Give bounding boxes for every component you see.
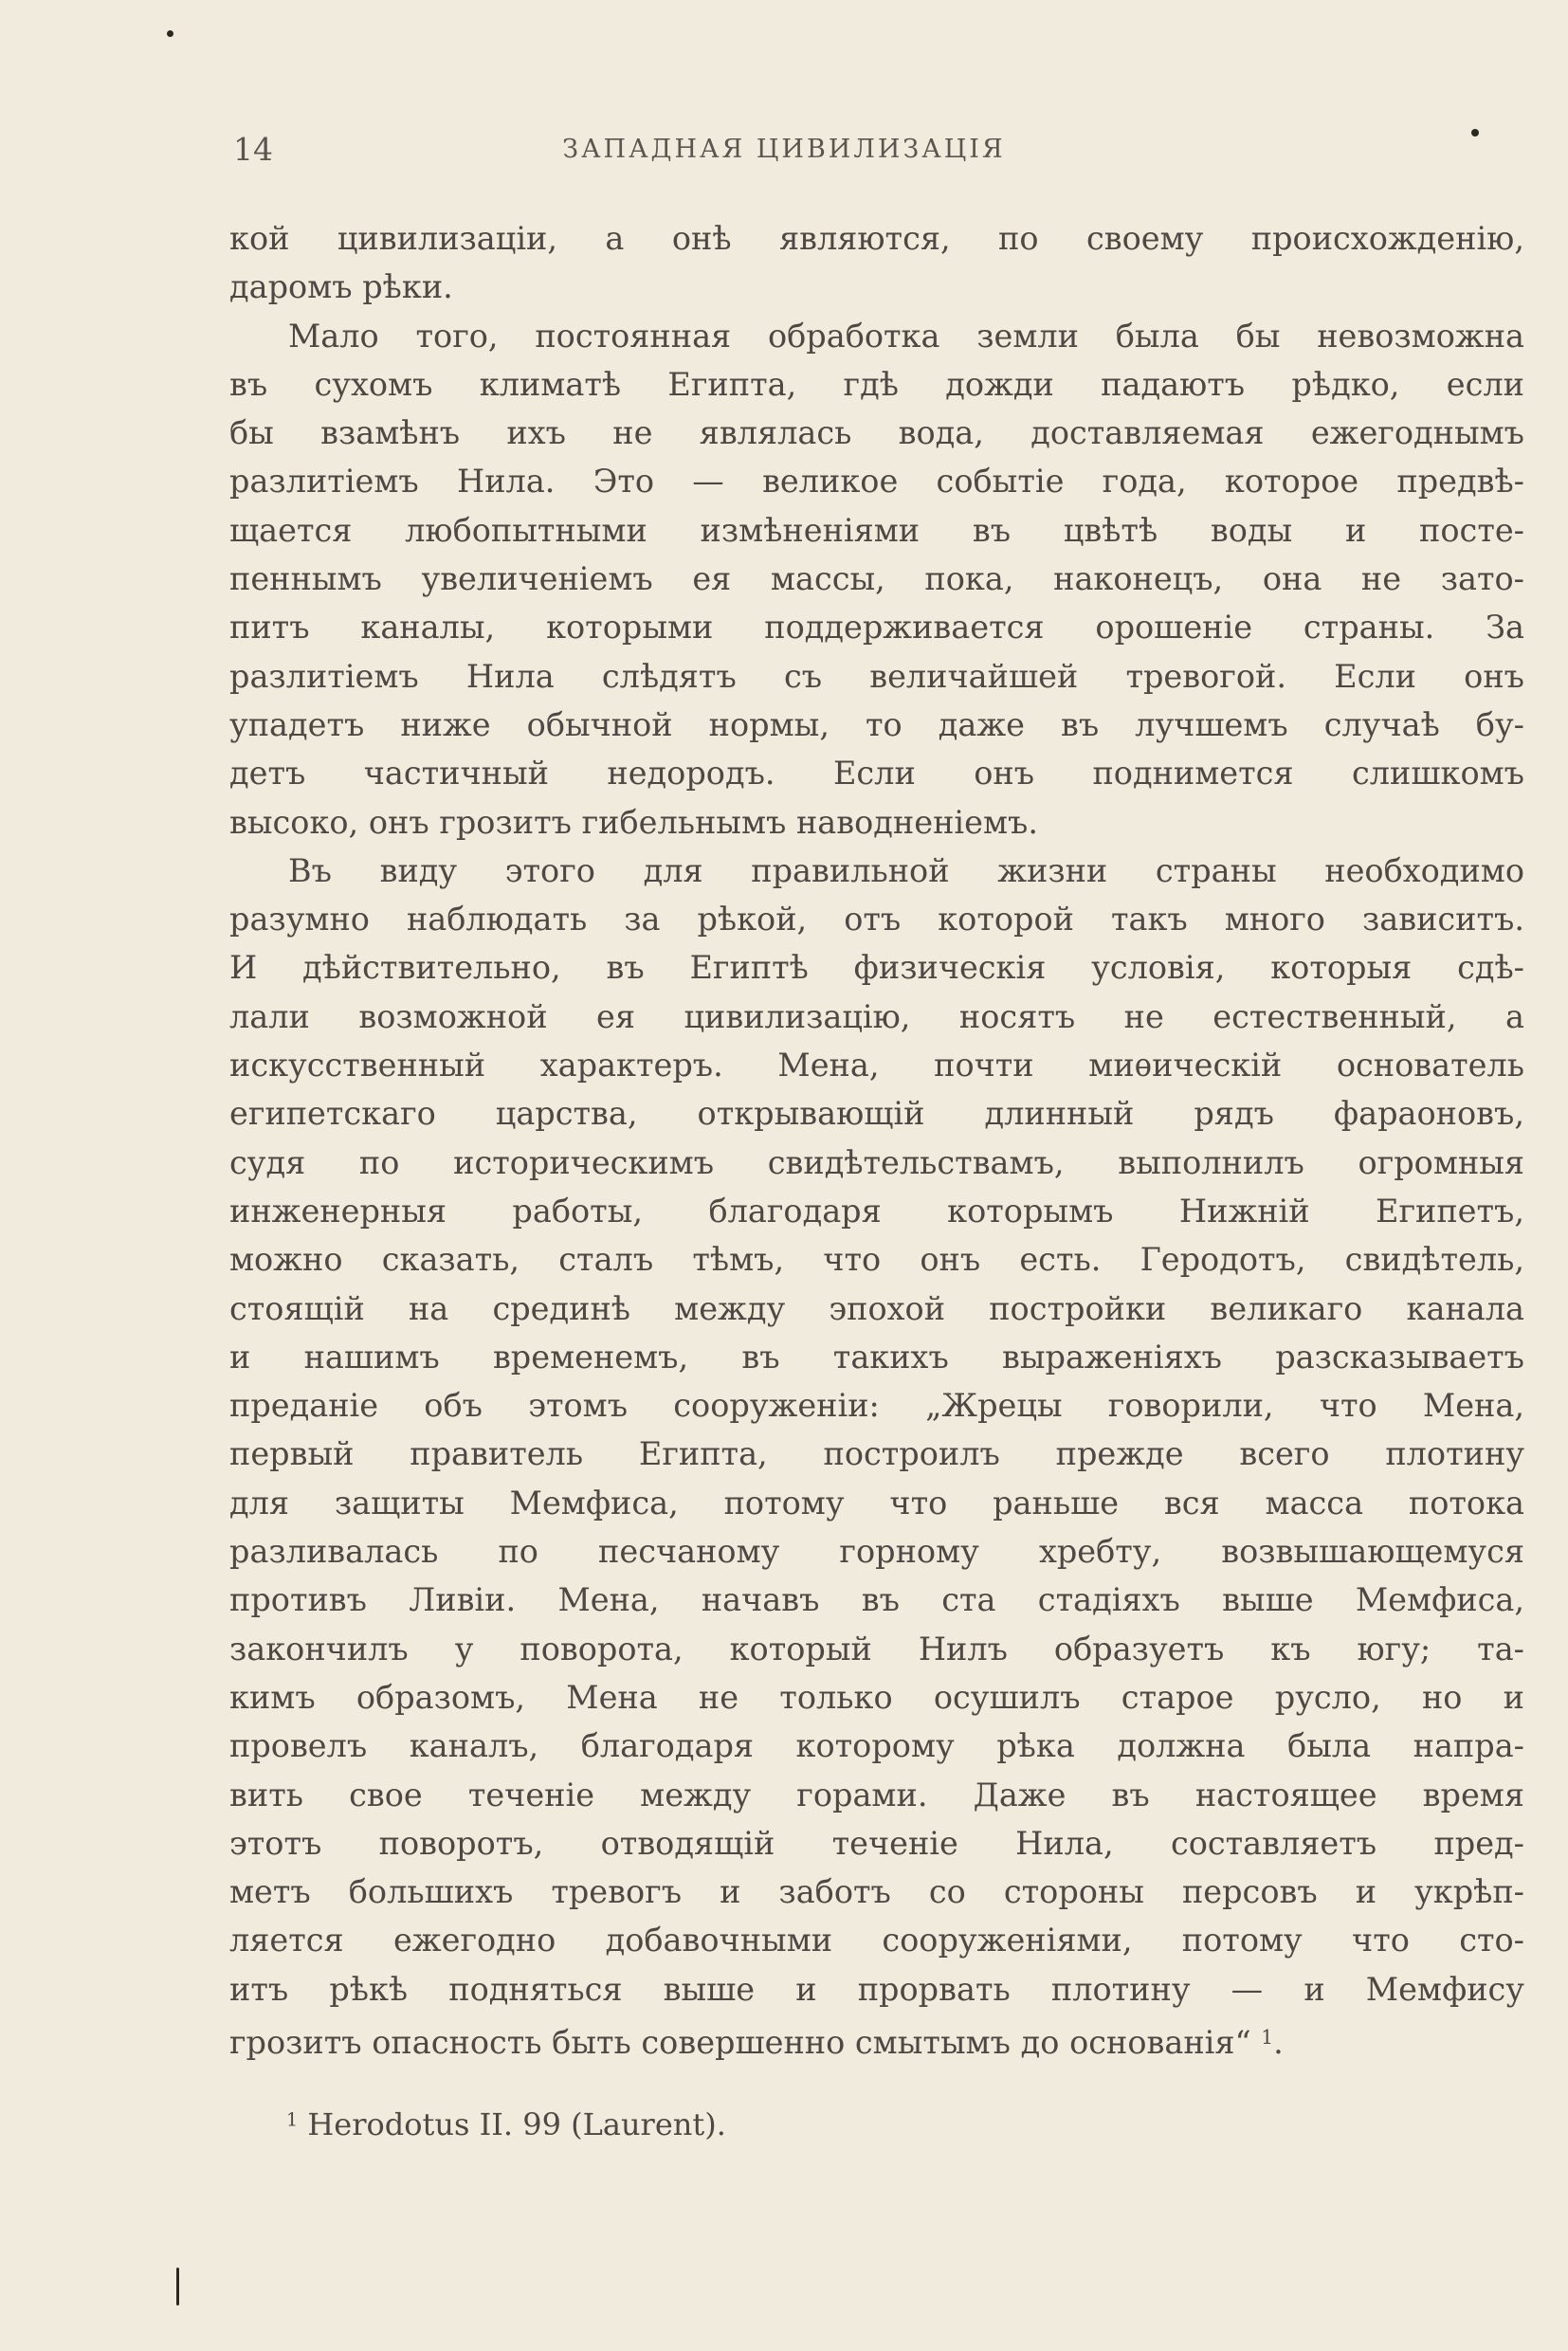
text-line: пеннымъ увеличеніемъ ея массы, пока, наконецъ, она не зато- <box>229 560 1524 598</box>
page-number: 14 <box>233 131 273 168</box>
text-line: разливалась по песчаному горному хребту, возвышающемуся <box>229 1533 1524 1571</box>
text-line: кой цивилизаціи, а онѣ являются, по своему происхожденію, <box>229 220 1524 257</box>
text-line: въ сухомъ климатѣ Египта, гдѣ дожди падаютъ рѣдко, если <box>229 365 1524 403</box>
text-line: грозитъ опасность быть совершенно смытымъ до основанія“ <box>229 2024 1251 2062</box>
text-line: Въ виду этого для правильной жизни страны необходимо <box>288 851 1524 889</box>
text-line: противъ Ливіи. Мена, начавъ въ ста стадіяхъ выше Мемфиса, <box>229 1581 1524 1619</box>
text-line: разумно наблюдать за рѣкой, отъ которой такъ много зависитъ. <box>229 901 1524 939</box>
text-line: ляется ежегодно добавочными сооруженіями, потому что сто- <box>229 1922 1524 1959</box>
text-line: питъ каналы, которыми поддерживается орошеніе страны. За <box>229 609 1524 647</box>
text-line: даромъ рѣки. <box>229 268 453 306</box>
text-line: закончилъ у поворота, который Нилъ образуетъ къ югу; та- <box>229 1630 1524 1668</box>
text-line-final: грозитъ опасность быть совершенно смытымъ до основанія“ $^1$. <box>229 2024 1284 2062</box>
text-line: судя по историческимъ свидѣтельствамъ, выполнилъ огромныя <box>229 1143 1524 1181</box>
body-text <box>229 214 1524 2067</box>
text-line: для защиты Мемфиса, потому что раньше вся масса потока <box>229 1484 1524 1522</box>
text-line: этотъ поворотъ, отводящій теченіе Нила, составляетъ пред- <box>229 1824 1524 1862</box>
text-line: инженерныя работы, благодаря которымъ Нижній Египетъ, <box>229 1192 1524 1230</box>
text-line: стоящій на срединѣ между эпохой постройки великаго канала <box>229 1289 1524 1327</box>
text-line: детъ частичный недородъ. Если онъ поднимется слишкомъ <box>229 755 1524 793</box>
footnote-text: Herodotus II. 99 (Laurent). <box>307 2106 726 2142</box>
text-line: высоко, онъ грозитъ гибельнымъ наводненіемъ. <box>229 803 1038 841</box>
text-line: итъ рѣкѣ подняться выше и прорвать плотину — и Мемфису <box>229 1970 1524 2008</box>
footnote-reference: 1 <box>1261 2025 1274 2049</box>
text-line: разлитіемъ Нила. Это — великое событіе года, которое предвѣ- <box>229 463 1524 501</box>
text-line: можно сказать, сталъ тѣмъ, что онъ есть. Геродотъ, свидѣтель, <box>229 1241 1524 1279</box>
text-line: провелъ каналъ, благодаря которому рѣка должна была напра- <box>229 1727 1524 1765</box>
footnote <box>286 2106 726 2142</box>
text-line: вить свое теченіе между горами. Даже въ настоящее время <box>229 1776 1524 1813</box>
ink-speck <box>1471 129 1479 137</box>
text-line: И дѣйствительно, въ Египтѣ физическія условія, которыя сдѣ- <box>229 949 1524 987</box>
text-line: искусственный характеръ. Мена, почти миѳическій основатель <box>229 1047 1524 1084</box>
text-line: Мало того, постоянная обработка земли была бы невозможна <box>288 317 1524 355</box>
text-line: метъ большихъ тревогъ и заботъ со стороны персовъ и укрѣп- <box>229 1873 1524 1911</box>
running-head: ЗАПАДНАЯ ЦИВИЛИЗАЦІЯ <box>562 135 1006 164</box>
text-line: первый правитель Египта, построилъ прежде всего плотину <box>229 1435 1524 1473</box>
text-line: упадетъ ниже обычной нормы, то даже въ лучшемъ случаѣ бу- <box>229 705 1524 743</box>
text-line: щается любопытными измѣненіями въ цвѣтѣ воды и посте- <box>229 511 1524 549</box>
text-line: лали возможной ея цивилизацію, носятъ не естественный, а <box>229 997 1524 1035</box>
ink-speck <box>176 2268 179 2305</box>
text-line: и нашимъ временемъ, въ такихъ выраженіяхъ разсказываетъ <box>229 1338 1524 1376</box>
footnote-marker: 1 <box>286 2108 299 2131</box>
text-line: разлитіемъ Нила слѣдятъ съ величайшей тревогой. Если онъ <box>229 657 1524 695</box>
ink-speck <box>167 30 173 37</box>
text-line: преданіе объ этомъ сооруженіи: „Жрецы говорили, что Мена, <box>229 1387 1524 1425</box>
text-line: кимъ образомъ, Мена не только осушилъ старое русло, но и <box>229 1678 1524 1716</box>
text-line: египетскаго царства, открывающій длинный рядъ фараоновъ, <box>229 1095 1524 1133</box>
text-line: бы взамѣнъ ихъ не являлась вода, доставляемая ежегоднымъ <box>229 414 1524 452</box>
